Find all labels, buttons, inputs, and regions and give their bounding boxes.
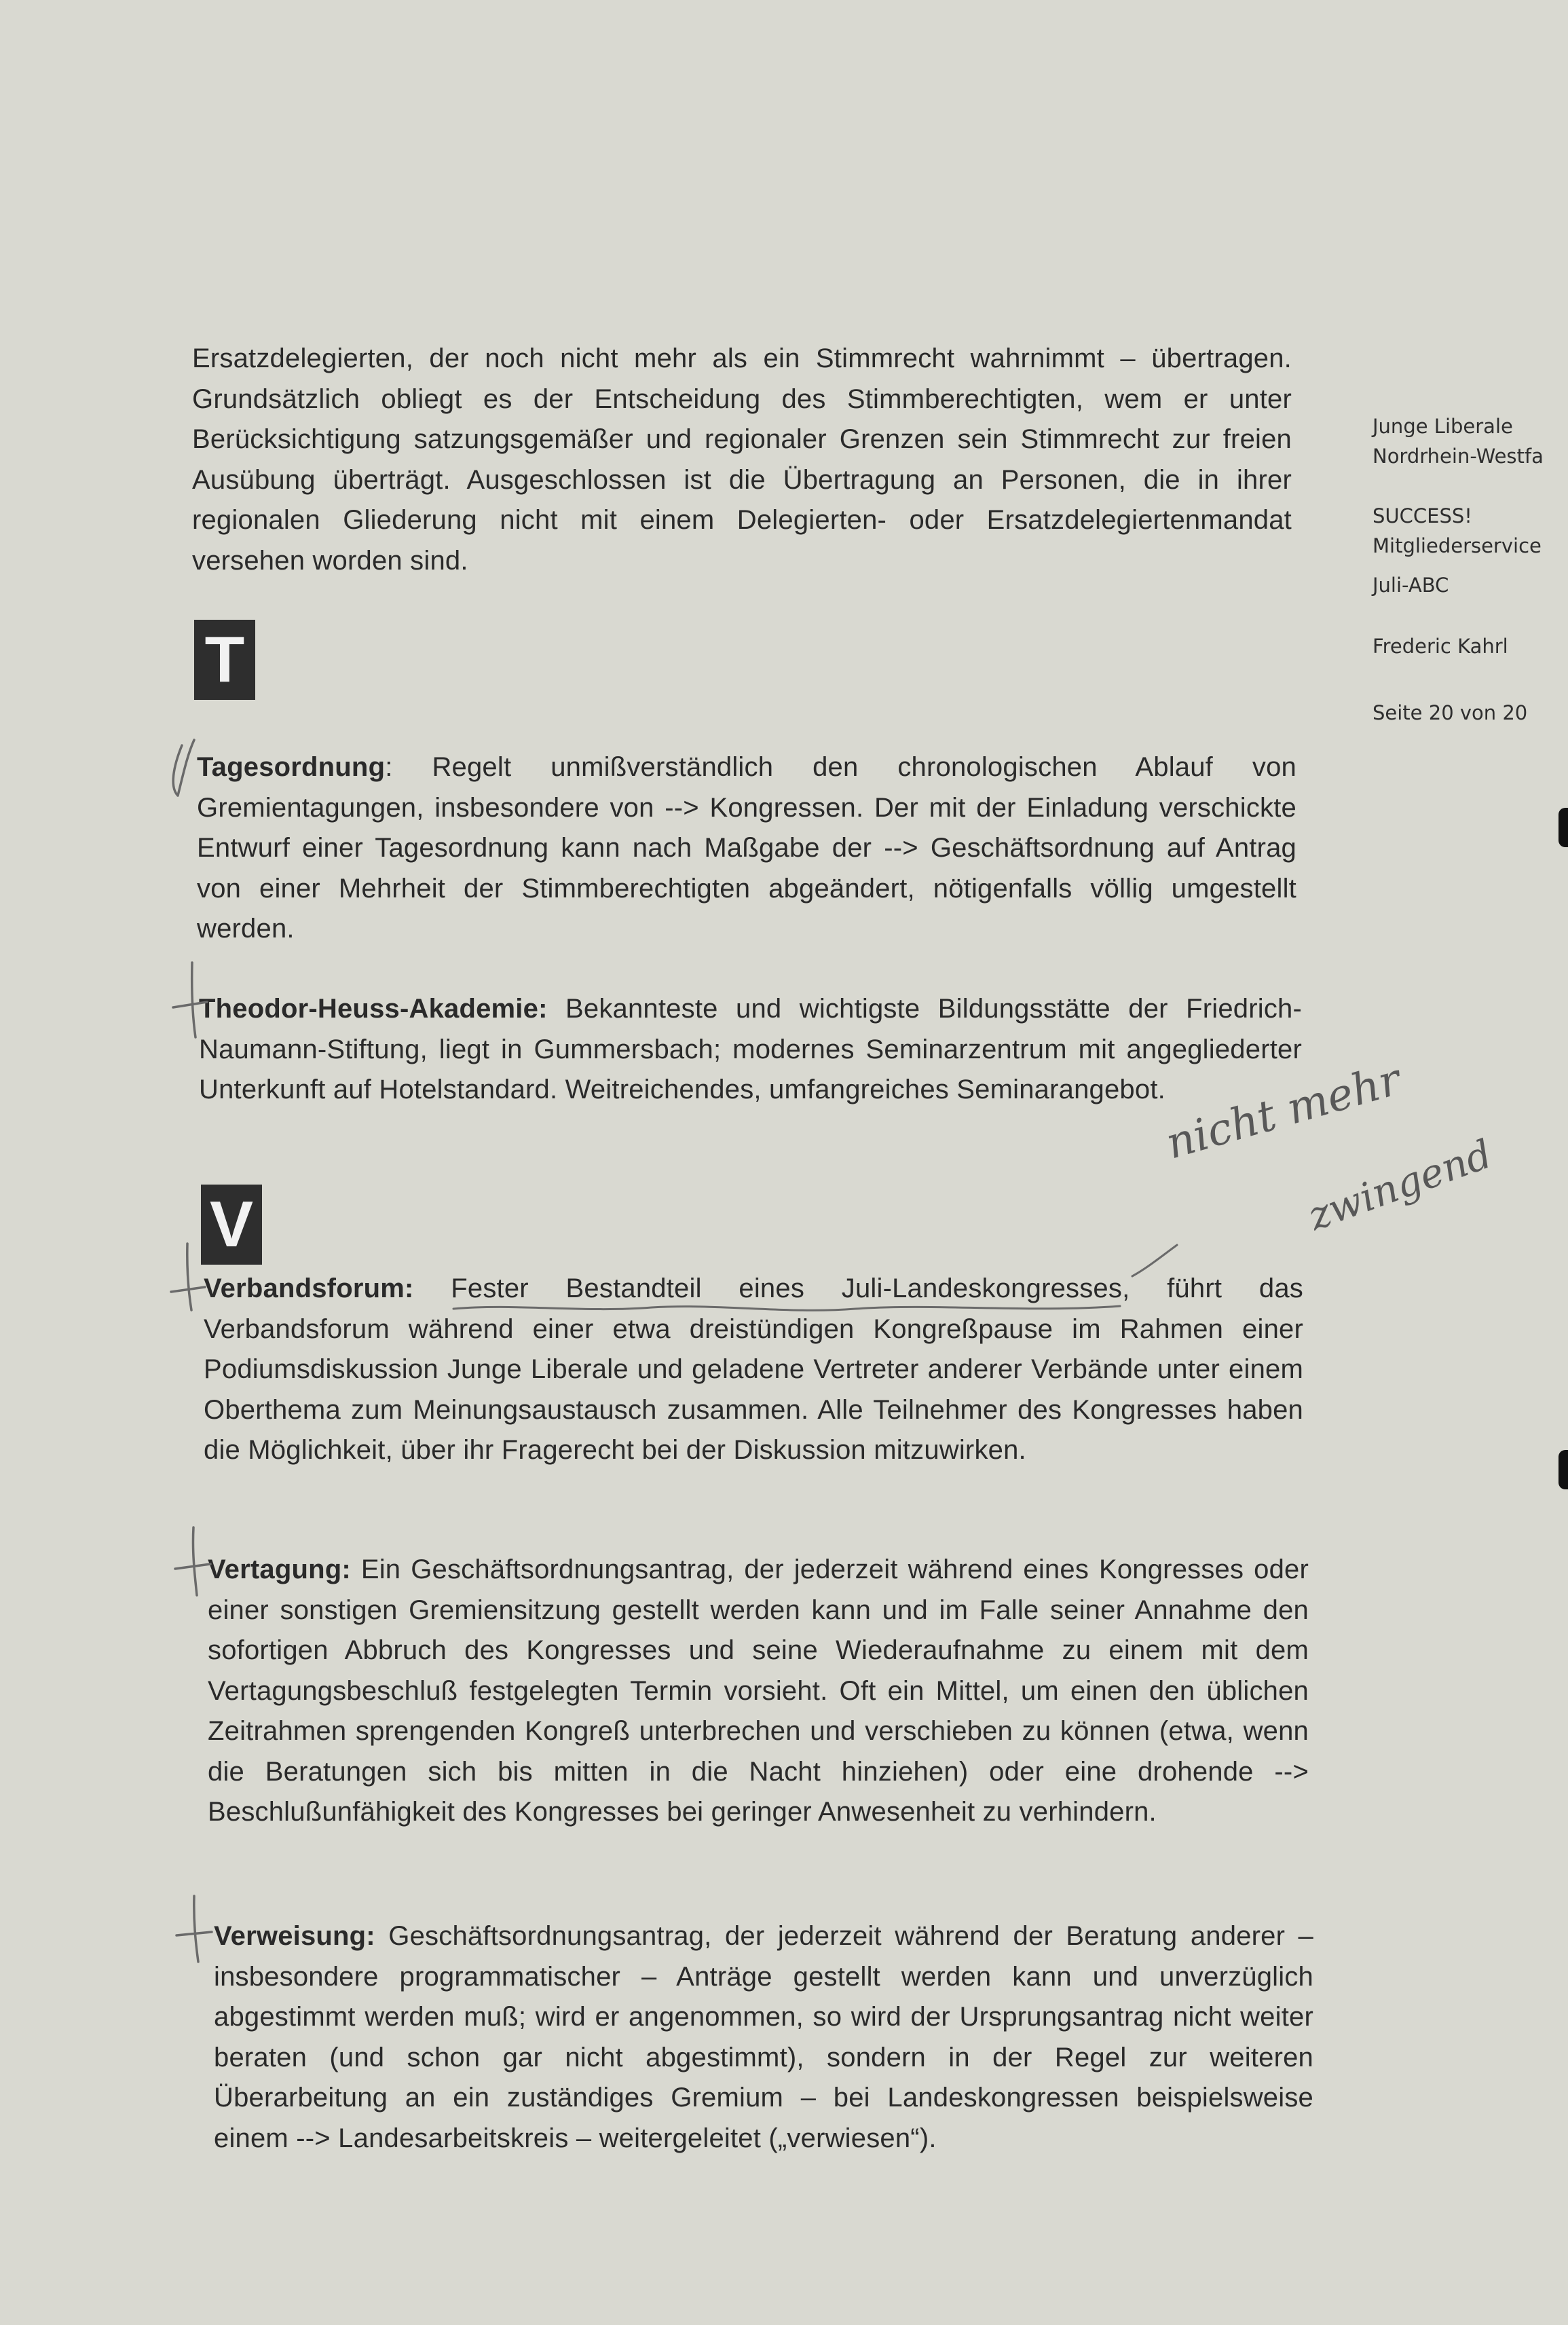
entry-theodor-text: Bekannteste und wichtigste Bildungsstätte der Friedrich-Naumann-Stiftung, liegt in Gummersbach; modernes Seminarzentrum mit angegliederter Unterkunft auf Hotelstandard. Weitreichendes, umfangreiches Seminarangebot. bbox=[199, 994, 1302, 1104]
entry-vertagung-term: Vertagung: bbox=[208, 1555, 351, 1584]
sidebar-org-line2: Nordrhein-Westfa bbox=[1373, 445, 1544, 468]
entry-verweisung-text: Geschäftsordnungsantrag, der jederzeit während der Beratung anderer – insbesondere programmatischer – Anträge gestellt werden kann und unverzüglich abgestimmt werden muß; wird er angenommen, so wird der Ursprungsantrag nicht weiter beraten (und schon gar nicht abgestimmt), sondern in der Regel zur weiteren Überarbeitung an ein zuständiges Gremium – bei Landeskongressen beispielsweise einem --> Landesarbeitskreis – weitergeleitet („verwiesen“). bbox=[214, 1921, 1313, 2153]
entry-verbandsforum-term: Verbandsforum: bbox=[204, 1273, 414, 1303]
entry-theodor-term: Theodor-Heuss-Akademie: bbox=[199, 994, 548, 1024]
entry-tagesordnung-text: : Regelt unmißverständlich den chronologischen Ablauf von Gremientagungen, insbesondere von --> Kongressen. Der mit der Einladung verschickte Entwurf einer Tagesordnung kann nach Maßgabe der --> Geschäftsordnung auf Antrag von einer Mehrheit der Stimmberechtigten abgeändert, nötigenfalls völlig umgestellt werden. bbox=[197, 752, 1296, 944]
sidebar-org-line1: Junge Liberale bbox=[1373, 415, 1513, 438]
binder-hole-lower bbox=[1558, 1450, 1568, 1489]
sidebar-title-line3: Juli-ABC bbox=[1373, 574, 1449, 597]
section-letter-v: V bbox=[201, 1185, 262, 1265]
checkmark-vertagung bbox=[175, 1527, 210, 1595]
entry-verweisung-term: Verweisung: bbox=[214, 1921, 375, 1951]
sidebar-page-number: Seite 20 von 20 bbox=[1373, 701, 1528, 724]
underline-verbandsforum bbox=[453, 1306, 1120, 1310]
section-letter-t: T bbox=[194, 620, 255, 700]
intro-paragraph: Ersatzdelegierten, der noch nicht mehr als ein Stimmrecht wahrnimmt – übertragen. Grundsätzlich obliegt es der Entscheidung des Stimmberechtigten, wem er unter Berücksichtigung satzungsgemäßer und regionaler Grenzen sein Stimmrecht zur freien Ausübung überträgt. Ausgeschlossen ist die Übertragung an Personen, die in ihrer regionalen Gliederung nicht mit einem Delegierten- oder Ersatzdelegiertenmandat versehen worden sind. bbox=[192, 343, 1292, 576]
sidebar-title-line1: SUCCESS! bbox=[1373, 504, 1472, 527]
checkmark-theodor bbox=[173, 963, 207, 1037]
strike-comma-verbandsforum bbox=[1132, 1245, 1177, 1276]
checkmark-verweisung bbox=[176, 1896, 212, 1962]
binder-hole-upper bbox=[1558, 808, 1568, 847]
entry-vertagung-text: Ein Geschäftsordnungsantrag, der jederzeit während eines Kongresses oder einer sonstigen Gremiensitzung gestellt werden kann und im Falle seiner Annahme den sofortigen Abbruch des Kongresses und seine Wiederaufnahme zu einem mit dem Vertagungsbeschluß festgelegten Termin vorsieht. Oft ein Mittel, um einen den üblichen Zeitrahmen sprengenden Kongreß unterbrechen und verschieben zu können (etwa, wenn die Beratungen sich bis mitten in die Nacht hinziehen) oder eine drohende --> Beschlußunfähigkeit des Kongresses bei geringer Anwesenheit zu verhindern. bbox=[208, 1555, 1309, 1827]
handwritten-note-line1: nicht mehr bbox=[1160, 1054, 1406, 1170]
checkmark-tagesordnung bbox=[173, 740, 194, 796]
sidebar-author: Frederic Kahrl bbox=[1373, 635, 1508, 658]
checkmark-verbandsforum bbox=[171, 1244, 205, 1310]
sidebar-title-line2: Mitgliederservice bbox=[1373, 534, 1542, 557]
entry-tagesordnung-term: Tagesordnung bbox=[197, 752, 386, 782]
entry-verbandsforum-text: Fester Bestandteil eines Juli-Landeskongresses, führt das Verbandsforum während einer etwa dreistündigen Kongreßpause im Rahmen einer Podiumsdiskussion Junge Liberale und geladene Vertreter anderer Verbände unter einem Oberthema zum Meinungsaustausch zusammen. Alle Teilnehmer des Kongresses haben die Möglichkeit, über ihr Fragerecht bei der Diskussion mitzuwirken. bbox=[204, 1273, 1303, 1465]
handwritten-note-line2: zwingend bbox=[1302, 1130, 1498, 1240]
